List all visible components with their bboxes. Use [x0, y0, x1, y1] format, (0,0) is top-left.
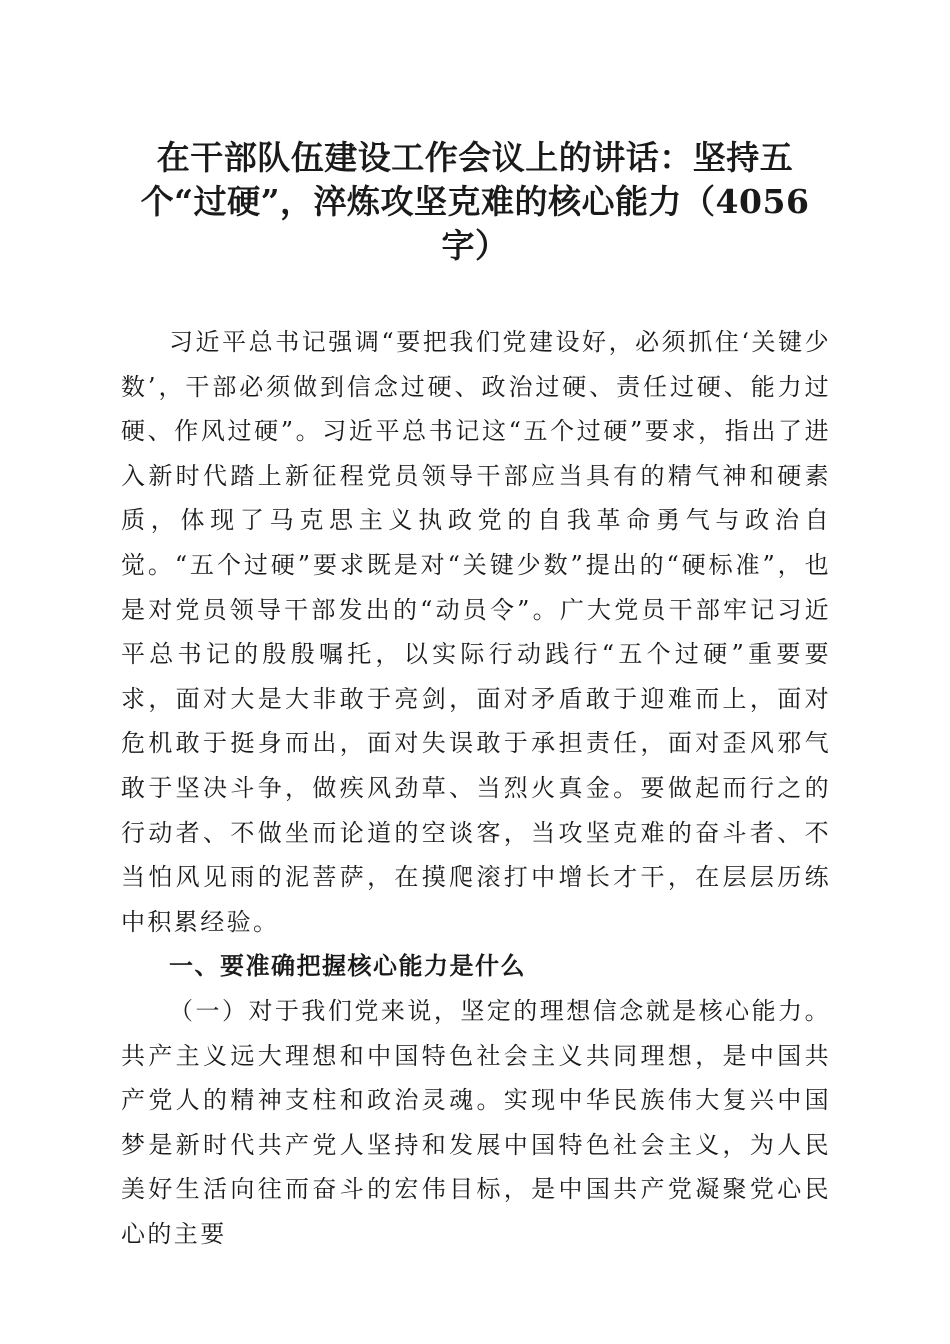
document-title: 在干部队伍建设工作会议上的讲话：坚持五个“过硬”，淬炼攻坚克难的核心能力（4056字）: [140, 138, 810, 265]
document-body: [121, 320, 831, 1256]
section-paragraph: （一）对于我们党来说，坚定的理想信念就是核心能力。共产主义远大理想和中国特色社会主义共同理想，是中国共产党人的精神支柱和政治灵魂。实现中华民族伟大复兴中国梦是新时代共产党人坚持和发展中国特色社会主义，为人民美好生活向往而奋斗的宏伟目标，是中国共产党凝聚党心民心的主要: [121, 996, 831, 1248]
intro-paragraph: 习近平总书记强调“要把我们党建设好，必须抓住‘关键少数’，干部必须做到信念过硬、政治过硬、责任过硬、能力过硬、作风过硬”。习近平总书记这“五个过硬”要求，指出了进入新时代踏上新征程党员领导干部应当具有的精气神和硬素质，体现了马克思主义执政党的自我革命勇气与政治自觉。“五个过硬”要求既是对“关键少数”提出的“硬标准”，也是对党员领导干部发出的“动员令”。广大党员干部牢记习近平总书记的殷殷嘱托，以实际行动践行“五个过硬”重要要求，面对大是大非敢于亮剑，面对矛盾敢于迎难而上，面对危机敢于挺身而出，面对失误敢于承担责任，面对歪风邪气敢于坚决斗争，做疾风劲草、当烈火真金。要做起而行之的行动者、不做坐而论道的空谈客，当攻坚克难的奋斗者、不当怕风见雨的泥菩萨，在摸爬滚打中增长才干，在层层历练中积累经验。: [121, 328, 831, 936]
section-heading: 一、要准确把握核心能力是什么: [169, 952, 526, 981]
